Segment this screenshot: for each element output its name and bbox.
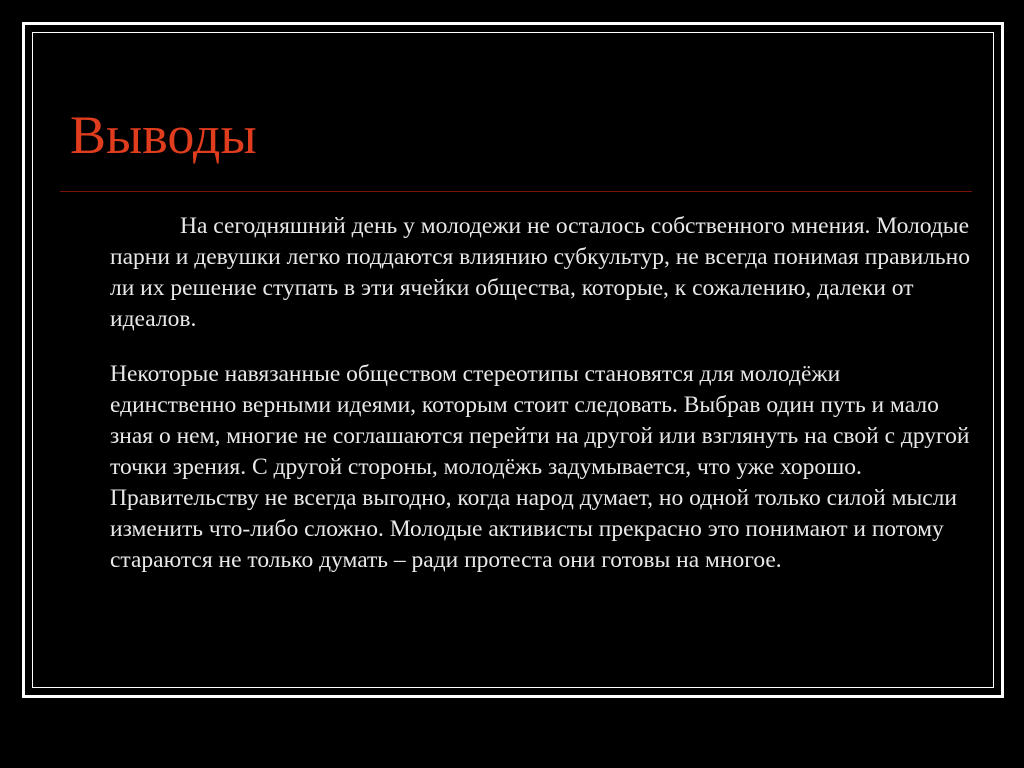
slide-title: Выводы [70,105,257,165]
body-paragraph-1: На сегодняшний день у молодежи не осталось собственного мнения. Молодые парни и девушки легко поддаются влиянию субкультур, не всегда понимая правильно ли их решение ступать в эти ячейки общества, которые, к сожалению, далеки от идеалов. [110,213,970,332]
body-paragraph-2: Некоторые навязанные обществом стереотипы становятся для молодёжи единственно верными идеями, которым стоит следовать. Выбрав один путь и мало зная о нем, многие не соглашаются перейти на другой или взглянуть на свой с другой точки зрения. С другой стороны, молодёжь задумывается, что уже хорошо. Правительству не всегда выгодно, когда народ думает, но одной только силой мысли изменить что-либо сложно. Молодые активисты прекрасно это понимают и потому стараются не только думать – ради протеста они готовы на многое. [110,361,970,573]
slide-body [110,211,970,576]
title-divider [60,191,972,192]
